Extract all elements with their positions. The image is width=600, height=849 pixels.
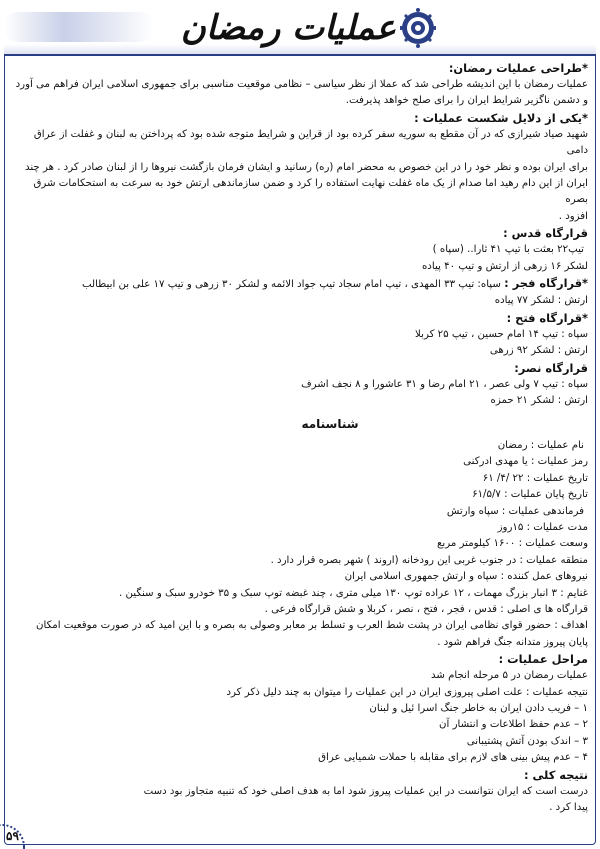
- text-line: مدت عملیات : ۱۵روز: [497, 521, 588, 533]
- list-item: ۳ – اندک بودن آتش پشتیبانی: [466, 735, 588, 747]
- header-decorative-strip: [4, 12, 154, 42]
- text-line: نیروهای عمل کننده : سپاه و ارتش جمهوری اسلامی ایران: [344, 571, 588, 583]
- text-line: قرارگاه ها ی اصلی : قدس ، فجر ، فتح ، نصر ، کربلا و شش قرارگاه فرعی .: [264, 603, 588, 615]
- text-line: منطقه عملیات : در جنوب غربی این رودخانه (اروند ) شهر بصره قرار دارد .: [270, 554, 588, 566]
- article-body: [12, 60, 588, 816]
- section-heading-fath: *قرارگاه فتح :: [506, 310, 588, 325]
- section-heading-quds: قرارگاه قدس :: [503, 226, 588, 241]
- text-line: ارتش : لشکر ۹۲ زرهی: [489, 345, 588, 357]
- text-line: فرماندهی عملیات : سپاه وارتش: [446, 505, 584, 517]
- text-line: سپاه : تیپ ۷ ولی عصر ، ۲۱ امام رضا و ۳۱ عاشورا و ۸ نجف اشرف: [301, 378, 588, 390]
- page-number: ۵۹: [6, 829, 19, 843]
- list-item: ۴ – عدم پیش بینی های لازم برای مقابله با حملات شمیایی عراق: [318, 752, 588, 764]
- text-line: ارتش : لشکر ۲۱ حمزه: [490, 395, 588, 407]
- text-line: عملیات رمضان با این اندیشه طراحی شد که عملا از نظر سیاسی – نظامی موقعیت مناسبی برای جمهوری اسلامی ایران فراهم می آورد: [15, 79, 588, 90]
- page-header: [4, 4, 596, 56]
- text-line: اهداف : حضور قوای نظامی ایران در پشت شط العرب و تسلط بر معابر وصولی به بصره و با این امید که در صورت موقعیت امکان: [36, 620, 588, 632]
- section-heading-stages: مراحل عملیات :: [498, 652, 588, 667]
- list-item: ۲ – عدم حفظ اطلاعات و انتشار آن: [439, 719, 588, 731]
- text-line: پایان پیروز متدانه جنگ فراهم شود .: [437, 636, 588, 648]
- text-line: نتیجه عملیات : علت اصلی پیروزی ایران در این عملیات را میتوان به چند دلیل ذکر کرد: [226, 686, 588, 698]
- text-line: برای ایران بوده و نظر خود را در این خصوص به محضر امام (ره) رسانید و ایشان فرمان بازگشت نیروها را از لبنان صادر کرد . هر چند: [25, 161, 588, 173]
- text-line: پیدا کرد .: [549, 802, 588, 814]
- section-heading-planning: *طراحی عملیات رمضان:: [448, 61, 588, 75]
- text-line: وسعت عملیات : ۱۶۰۰ کیلومتر مربع: [436, 538, 588, 550]
- list-item: ۱ – فریب دادن ایران به خاطر جنگ اسرا ئیل و لبنان: [369, 703, 588, 714]
- text-line: و دشمن ناگزیر شرایط ایران را برای صلح خواهد پذیرفت.: [345, 95, 588, 107]
- ornament-icon: [400, 8, 436, 48]
- text-line: عملیات رمضان در ۵ مرحله انجام شد: [430, 670, 588, 682]
- text-line: نام عملیات : رمضان: [497, 439, 584, 451]
- text-line: رمز عملیات : یا مهدی ادرکنی: [463, 456, 588, 468]
- text-line: تیپ۲۲ بعثت با تیپ ۴۱ ثارا.. (سپاه ): [432, 244, 584, 256]
- section-heading-failure: *یکی از دلایل شکست عملیات :: [414, 110, 588, 125]
- fajr-line: [12, 275, 588, 293]
- section-heading-nasr: قرارگاه نصر:: [514, 360, 588, 375]
- text-line: غنایم : ۳ انبار بزرگ مهمات ، ۱۲ عراده توپ ۱۳۰ میلی متری ، چند غبضه توپ سبک و ۳۵ خودرو سبک و سنگین .: [119, 587, 588, 599]
- text-line: شهید صیاد شیرازی که در آن مقطع به سوریه سفر کرده بود از قراین و شرایط متوجه شده بود که پرداختن به لبنان و غفلت از عراق دامی: [33, 128, 588, 157]
- page-title: عملیات رمضان: [180, 8, 396, 48]
- text-line: تاریخ عملیات : ۲۲ /۴/ ۶۱: [482, 472, 588, 484]
- section-heading-conclusion: نتیجه کلی :: [524, 767, 588, 782]
- text-line: سپاه : تیپ ۱۴ امام حسین ، تیپ ۲۵ کربلا: [415, 328, 588, 340]
- text-line: درست است که ایران نتوانست در این عملیات پیروز شود اما به هدف اصلی خود که تنبیه متجاوز بود دست: [143, 785, 588, 797]
- text-line: افزود .: [558, 210, 588, 222]
- text-line: ایران از این دام رهید اما صدام از یک ماه غفلت نهایت استفاده را کرد و ضمن سازماندهی ارتش خود به سرعت به استحکامات شرق بصره: [33, 178, 588, 206]
- fajr-inline-text: سپاه: تیپ ۳۳ المهدی ، تیپ امام سجاد تیپ جواد الائمه و لشکر ۳۰ زرهی و تیپ ۱۷ علی بن ابیطالب: [81, 279, 505, 291]
- text-line: لشکر ۱۶ زرهی از ارتش و تیپ ۴۰ پیاده: [421, 260, 588, 272]
- section-heading-fajr: *قرارگاه فجر :: [504, 276, 588, 291]
- text-line: ارتش : لشکر ۷۷ پیاده: [494, 295, 588, 307]
- id-card-title: شناسنامه: [301, 416, 359, 431]
- text-line: تاریخ پایان عملیات : ۶۱/۵/۷: [472, 489, 588, 501]
